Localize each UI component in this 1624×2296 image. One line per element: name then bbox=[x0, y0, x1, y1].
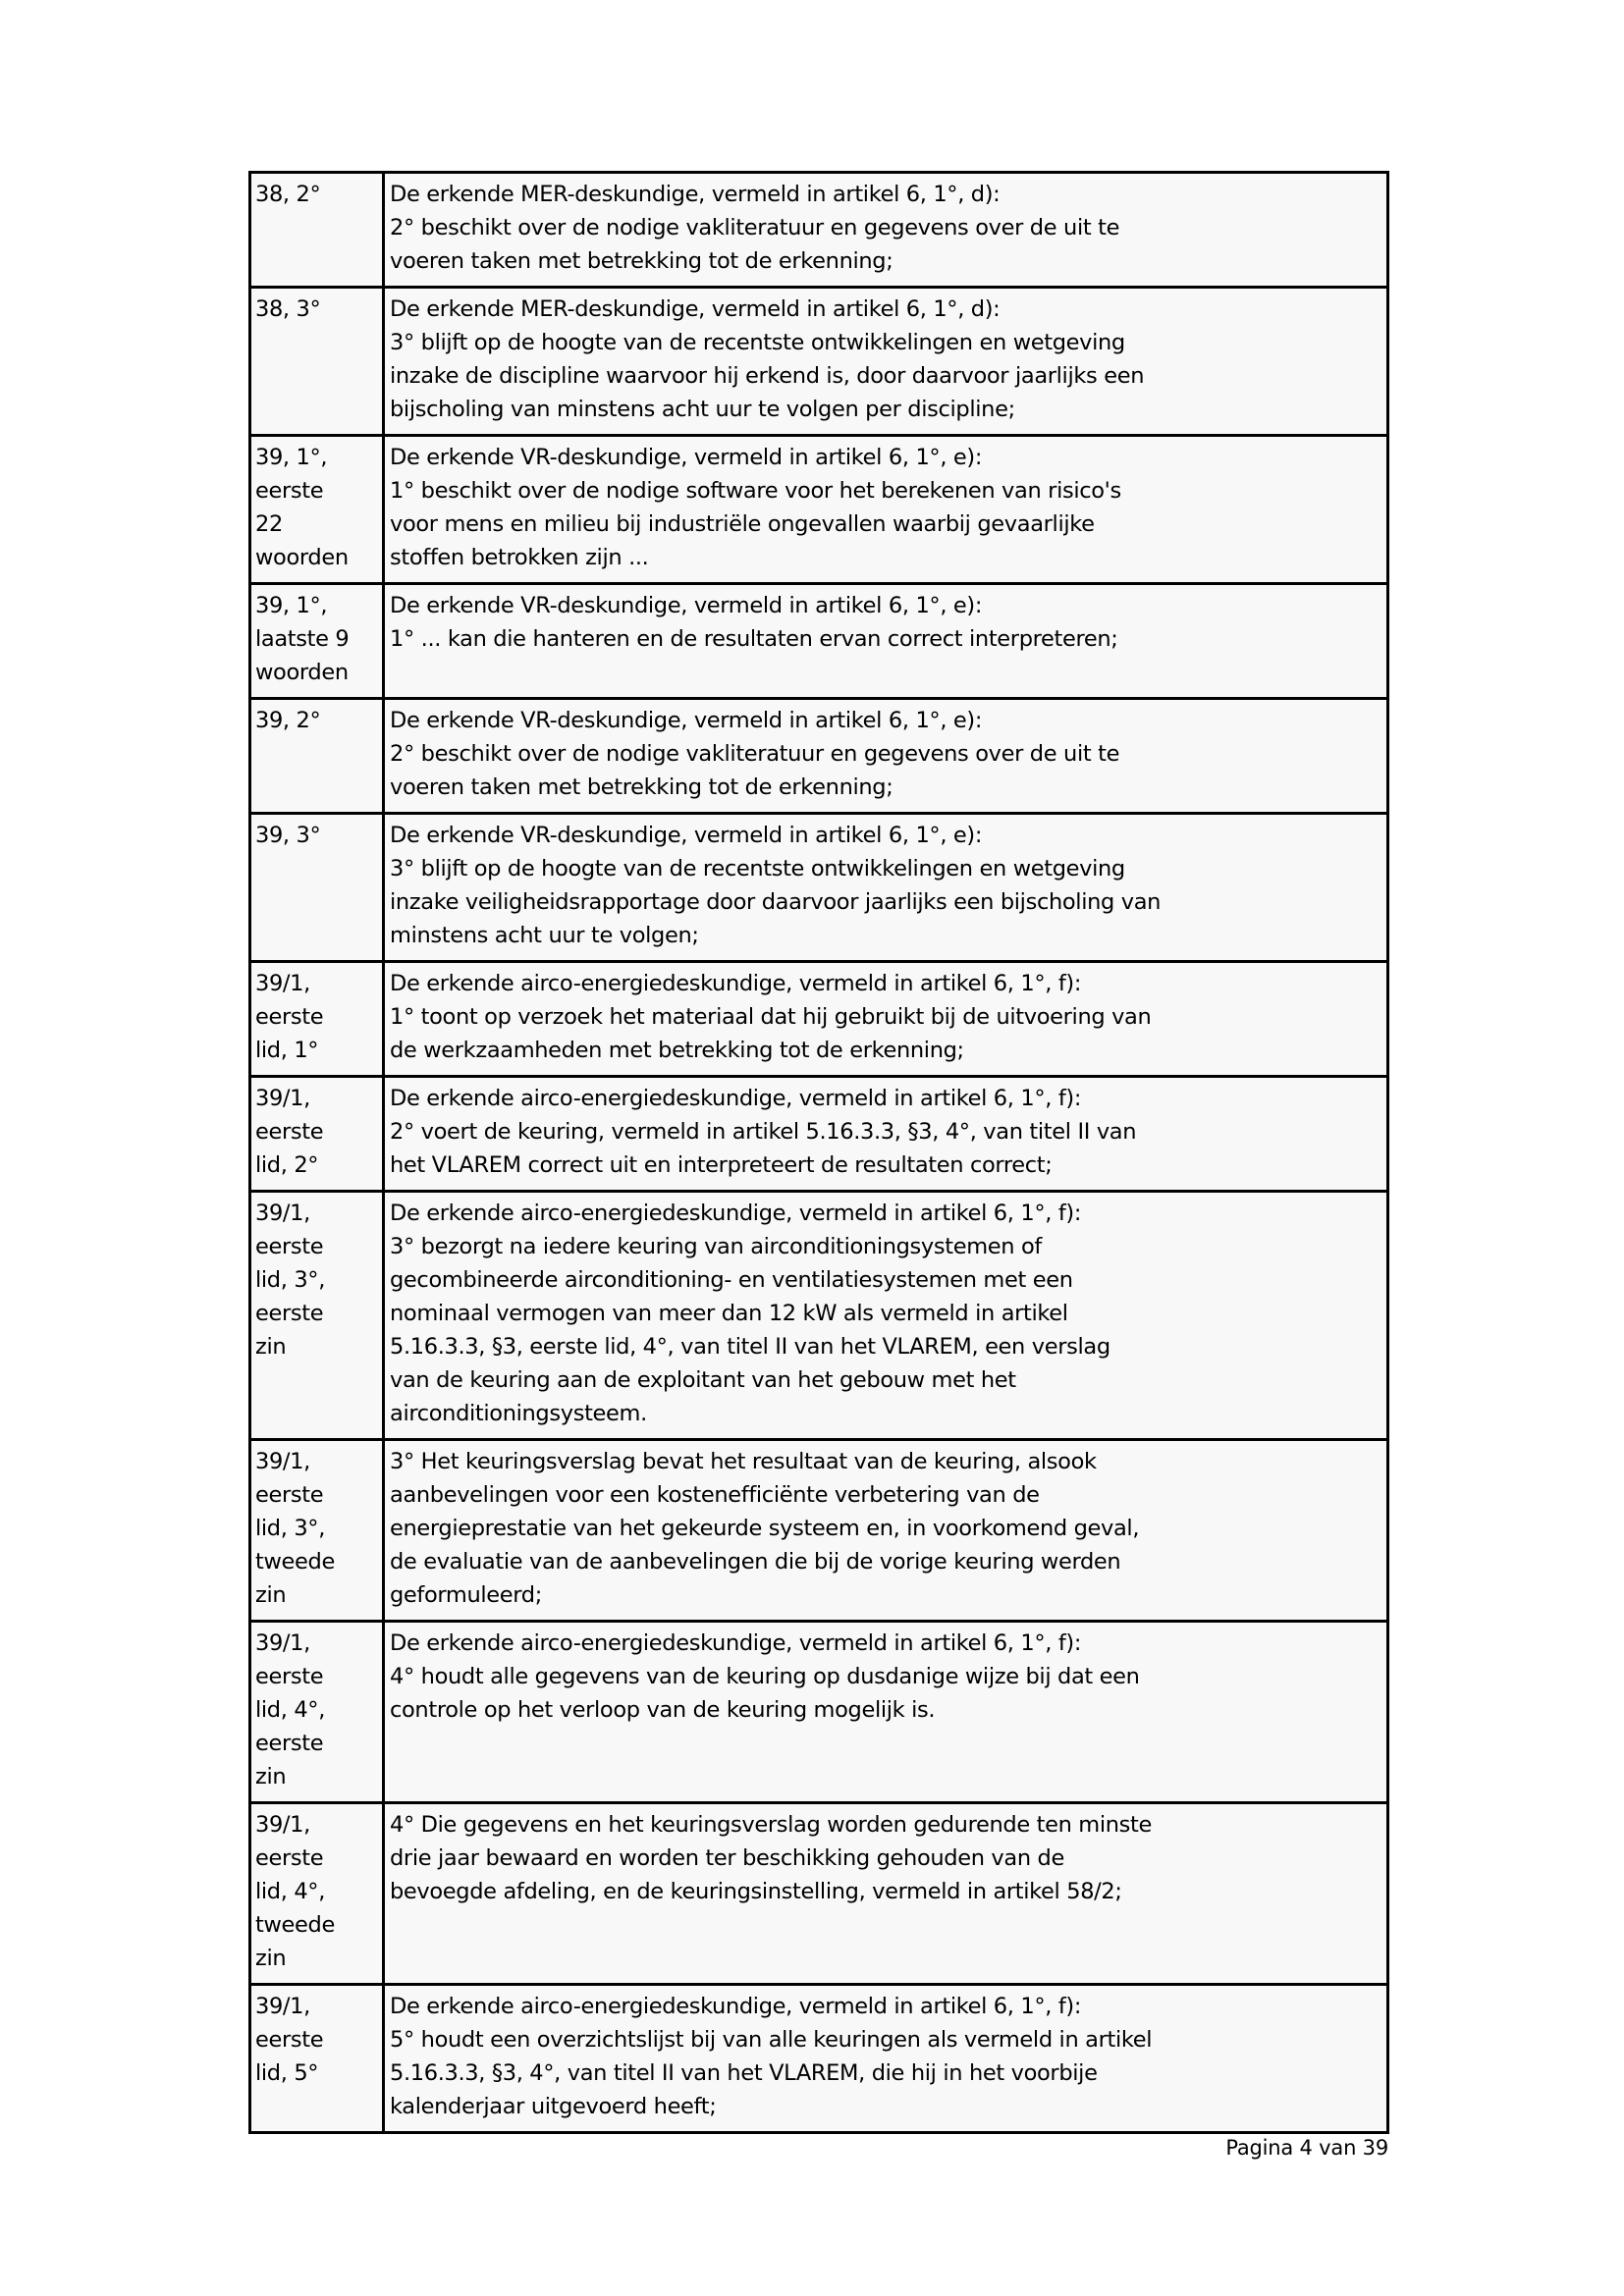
provision-text-cell bbox=[384, 173, 1388, 288]
provision-text-line: 5° houdt een overzichtslijst bij van alle keuringen als vermeld in artikel bbox=[390, 2027, 1153, 2053]
article-reference-cell bbox=[250, 814, 384, 962]
provision-text-line: bijscholing van minstens acht uur te volgen per discipline; bbox=[390, 397, 1015, 422]
provision-text-line bbox=[390, 1760, 1382, 1793]
article-reference-line: zin bbox=[255, 1764, 287, 1789]
article-reference-cell bbox=[250, 1077, 384, 1192]
article-reference-line: 39, 3° bbox=[255, 823, 321, 848]
provision-text-line: voor mens en milieu bij industriële ongevallen waarbij gevaarlijke bbox=[390, 511, 1095, 537]
article-reference-line: lid, 1° bbox=[255, 1038, 319, 1063]
provision-text-line bbox=[390, 1942, 1382, 1975]
provision-text-line: bevoegde afdeling, en de keuringsinstelling, vermeld in artikel 58/2; bbox=[390, 1879, 1122, 1904]
provision-text-line: inzake de discipline waarvoor hij erkend is, door daarvoor jaarlijks een bbox=[390, 363, 1145, 389]
table-row bbox=[250, 1803, 1388, 1985]
article-reference-line: eerste bbox=[255, 1845, 324, 1871]
article-reference-line: 38, 2° bbox=[255, 182, 321, 207]
table-row bbox=[250, 436, 1388, 584]
article-reference-line: 39/1, bbox=[255, 1812, 310, 1838]
article-reference-cell bbox=[250, 962, 384, 1077]
provision-text-line: 1° beschikt over de nodige software voor het berekenen van risico's bbox=[390, 478, 1121, 504]
provision-text-line: 1° toont op verzoek het materiaal dat hij gebruikt bij de uitvoering van bbox=[390, 1004, 1152, 1030]
provision-text-line: De erkende airco-energiedeskundige, vermeld in artikel 6, 1°, f): bbox=[390, 1201, 1082, 1226]
provision-text-line: 4° houdt alle gegevens van de keuring op dusdanige wijze bij dat een bbox=[390, 1664, 1140, 1689]
articles-table-body bbox=[250, 173, 1388, 2133]
article-reference-line: 39, 1°, bbox=[255, 445, 328, 470]
provision-text-cell bbox=[384, 814, 1388, 962]
provision-text-line: De erkende airco-energiedeskundige, vermeld in artikel 6, 1°, f): bbox=[390, 1994, 1082, 2019]
article-reference-line: eerste bbox=[255, 1664, 324, 1689]
article-reference-line: 39/1, bbox=[255, 1201, 310, 1226]
article-reference-line: 39/1, bbox=[255, 1449, 310, 1474]
article-reference-line: zin bbox=[255, 1582, 287, 1608]
provision-text-cell bbox=[384, 1622, 1388, 1803]
provision-text-line: De erkende VR-deskundige, vermeld in artikel 6, 1°, e): bbox=[390, 445, 983, 470]
table-row bbox=[250, 1440, 1388, 1622]
provision-text-line: kalenderjaar uitgevoerd heeft; bbox=[390, 2094, 717, 2119]
provision-text-line: De erkende MER-deskundige, vermeld in artikel 6, 1°, d): bbox=[390, 296, 1001, 322]
provision-text-cell bbox=[384, 1440, 1388, 1622]
table-row bbox=[250, 173, 1388, 288]
provision-text-line: stoffen betrokken zijn ... bbox=[390, 545, 649, 570]
provision-text-line: 2° beschikt over de nodige vakliteratuur en gegevens over de uit te bbox=[390, 215, 1120, 240]
articles-table bbox=[248, 171, 1389, 2134]
provision-text-line: gecombineerde airconditioning- en ventilatiesystemen met een bbox=[390, 1267, 1073, 1293]
article-reference-line: eerste bbox=[255, 2027, 324, 2053]
provision-text-line: 5.16.3.3, §3, eerste lid, 4°, van titel II van het VLAREM, een verslag bbox=[390, 1334, 1110, 1360]
table-row bbox=[250, 814, 1388, 962]
provision-text-cell bbox=[384, 584, 1388, 699]
table-row bbox=[250, 1985, 1388, 2133]
article-reference-line: lid, 3°, bbox=[255, 1516, 326, 1541]
article-reference-cell bbox=[250, 1803, 384, 1985]
provision-text-line: energieprestatie van het gekeurde systeem en, in voorkomend geval, bbox=[390, 1516, 1140, 1541]
article-reference-line: eerste bbox=[255, 478, 324, 504]
article-reference-cell bbox=[250, 1985, 384, 2133]
article-reference-cell bbox=[250, 436, 384, 584]
article-reference-line: lid, 3°, bbox=[255, 1267, 326, 1293]
article-reference-cell bbox=[250, 1622, 384, 1803]
article-reference-line: 39, 1°, bbox=[255, 593, 328, 618]
provision-text-cell bbox=[384, 699, 1388, 814]
provision-text-cell bbox=[384, 436, 1388, 584]
article-reference-line: eerste bbox=[255, 1301, 324, 1326]
article-reference-line: woorden bbox=[255, 660, 349, 685]
article-reference-line: 38, 3° bbox=[255, 296, 321, 322]
provision-text-line: controle op het verloop van de keuring mogelijk is. bbox=[390, 1697, 936, 1723]
article-reference-line: zin bbox=[255, 1946, 287, 1971]
provision-text-line bbox=[390, 1727, 1382, 1760]
provision-text-line: De erkende airco-energiedeskundige, vermeld in artikel 6, 1°, f): bbox=[390, 971, 1082, 996]
provision-text-cell bbox=[384, 1803, 1388, 1985]
article-reference-line: lid, 4°, bbox=[255, 1697, 326, 1723]
provision-text-line: het VLAREM correct uit en interpreteert de resultaten correct; bbox=[390, 1152, 1053, 1178]
provision-text-line bbox=[390, 1908, 1382, 1942]
provision-text-line: De erkende VR-deskundige, vermeld in artikel 6, 1°, e): bbox=[390, 593, 983, 618]
article-reference-line: zin bbox=[255, 1334, 287, 1360]
article-reference-line: laatste 9 bbox=[255, 626, 350, 652]
article-reference-cell bbox=[250, 1192, 384, 1440]
provision-text-line: minstens acht uur te volgen; bbox=[390, 923, 699, 948]
provision-text-cell bbox=[384, 962, 1388, 1077]
provision-text-line: De erkende airco-energiedeskundige, vermeld in artikel 6, 1°, f): bbox=[390, 1086, 1082, 1111]
provision-text-line bbox=[390, 656, 1382, 689]
provision-text-line: De erkende VR-deskundige, vermeld in artikel 6, 1°, e): bbox=[390, 823, 983, 848]
provision-text-line: De erkende MER-deskundige, vermeld in artikel 6, 1°, d): bbox=[390, 182, 1001, 207]
provision-text-line: De erkende VR-deskundige, vermeld in artikel 6, 1°, e): bbox=[390, 708, 983, 733]
provision-text-line: 3° blijft op de hoogte van de recentste ontwikkelingen en wetgeving bbox=[390, 330, 1125, 355]
article-reference-line: 39/1, bbox=[255, 1630, 310, 1656]
table-row bbox=[250, 962, 1388, 1077]
provision-text-line: 4° Die gegevens en het keuringsverslag worden gedurende ten minste bbox=[390, 1812, 1153, 1838]
article-reference-cell bbox=[250, 1440, 384, 1622]
article-reference-cell bbox=[250, 584, 384, 699]
provision-text-line: geformuleerd; bbox=[390, 1582, 542, 1608]
provision-text-cell bbox=[384, 1985, 1388, 2133]
article-reference-line: eerste bbox=[255, 1119, 324, 1145]
provision-text-line: airconditioningsysteem. bbox=[390, 1401, 647, 1426]
provision-text-cell bbox=[384, 1192, 1388, 1440]
table-row bbox=[250, 1077, 1388, 1192]
article-reference-line: eerste bbox=[255, 1482, 324, 1508]
provision-text-line: drie jaar bewaard en worden ter beschikking gehouden van de bbox=[390, 1845, 1064, 1871]
provision-text-line: 3° blijft op de hoogte van de recentste ontwikkelingen en wetgeving bbox=[390, 856, 1125, 881]
provision-text-line: voeren taken met betrekking tot de erkenning; bbox=[390, 248, 893, 274]
article-reference-line: eerste bbox=[255, 1234, 324, 1259]
article-reference-cell bbox=[250, 699, 384, 814]
table-row bbox=[250, 699, 1388, 814]
provision-text-line: voeren taken met betrekking tot de erkenning; bbox=[390, 774, 893, 800]
provision-text-line: 3° bezorgt na iedere keuring van airconditioningsystemen of bbox=[390, 1234, 1042, 1259]
article-reference-line: tweede bbox=[255, 1912, 335, 1938]
article-reference-line: 39/1, bbox=[255, 1086, 310, 1111]
table-row bbox=[250, 1192, 1388, 1440]
article-reference-line: lid, 5° bbox=[255, 2060, 319, 2086]
article-reference-cell bbox=[250, 173, 384, 288]
article-reference-line: 39/1, bbox=[255, 971, 310, 996]
provision-text-line: de evaluatie van de aanbevelingen die bij de vorige keuring werden bbox=[390, 1549, 1121, 1575]
provision-text-line: aanbevelingen voor een kostenefficiënte verbetering van de bbox=[390, 1482, 1040, 1508]
article-reference-line: 39, 2° bbox=[255, 708, 321, 733]
article-reference-line: 39/1, bbox=[255, 1994, 310, 2019]
table-row bbox=[250, 584, 1388, 699]
provision-text-line: 3° Het keuringsverslag bevat het resultaat van de keuring, alsook bbox=[390, 1449, 1097, 1474]
provision-text-line: inzake veiligheidsrapportage door daarvoor jaarlijks een bijscholing van bbox=[390, 889, 1162, 915]
provision-text-line: de werkzaamheden met betrekking tot de erkenning; bbox=[390, 1038, 964, 1063]
provision-text-line: van de keuring aan de exploitant van het gebouw met het bbox=[390, 1367, 1016, 1393]
provision-text-line: De erkende airco-energiedeskundige, vermeld in artikel 6, 1°, f): bbox=[390, 1630, 1082, 1656]
provision-text-line: 5.16.3.3, §3, 4°, van titel II van het VLAREM, die hij in het voorbije bbox=[390, 2060, 1098, 2086]
article-reference-line: woorden bbox=[255, 545, 349, 570]
table-row bbox=[250, 288, 1388, 436]
provision-text-line: 2° beschikt over de nodige vakliteratuur en gegevens over de uit te bbox=[390, 741, 1120, 767]
article-reference-line: eerste bbox=[255, 1731, 324, 1756]
provision-text-line: 2° voert de keuring, vermeld in artikel 5.16.3.3, §3, 4°, van titel II van bbox=[390, 1119, 1137, 1145]
provision-text-line: nominaal vermogen van meer dan 12 kW als vermeld in artikel bbox=[390, 1301, 1068, 1326]
article-reference-line: tweede bbox=[255, 1549, 335, 1575]
provision-text-line: 1° ... kan die hanteren en de resultaten ervan correct interpreteren; bbox=[390, 626, 1118, 652]
article-reference-line: lid, 4°, bbox=[255, 1879, 326, 1904]
provision-text-cell bbox=[384, 1077, 1388, 1192]
article-reference-cell bbox=[250, 288, 384, 436]
article-reference-line: lid, 2° bbox=[255, 1152, 319, 1178]
page-number: Pagina 4 van 39 bbox=[1225, 2136, 1388, 2160]
article-reference-line: 22 bbox=[255, 511, 283, 537]
article-reference-line: eerste bbox=[255, 1004, 324, 1030]
table-row bbox=[250, 1622, 1388, 1803]
provision-text-cell bbox=[384, 288, 1388, 436]
